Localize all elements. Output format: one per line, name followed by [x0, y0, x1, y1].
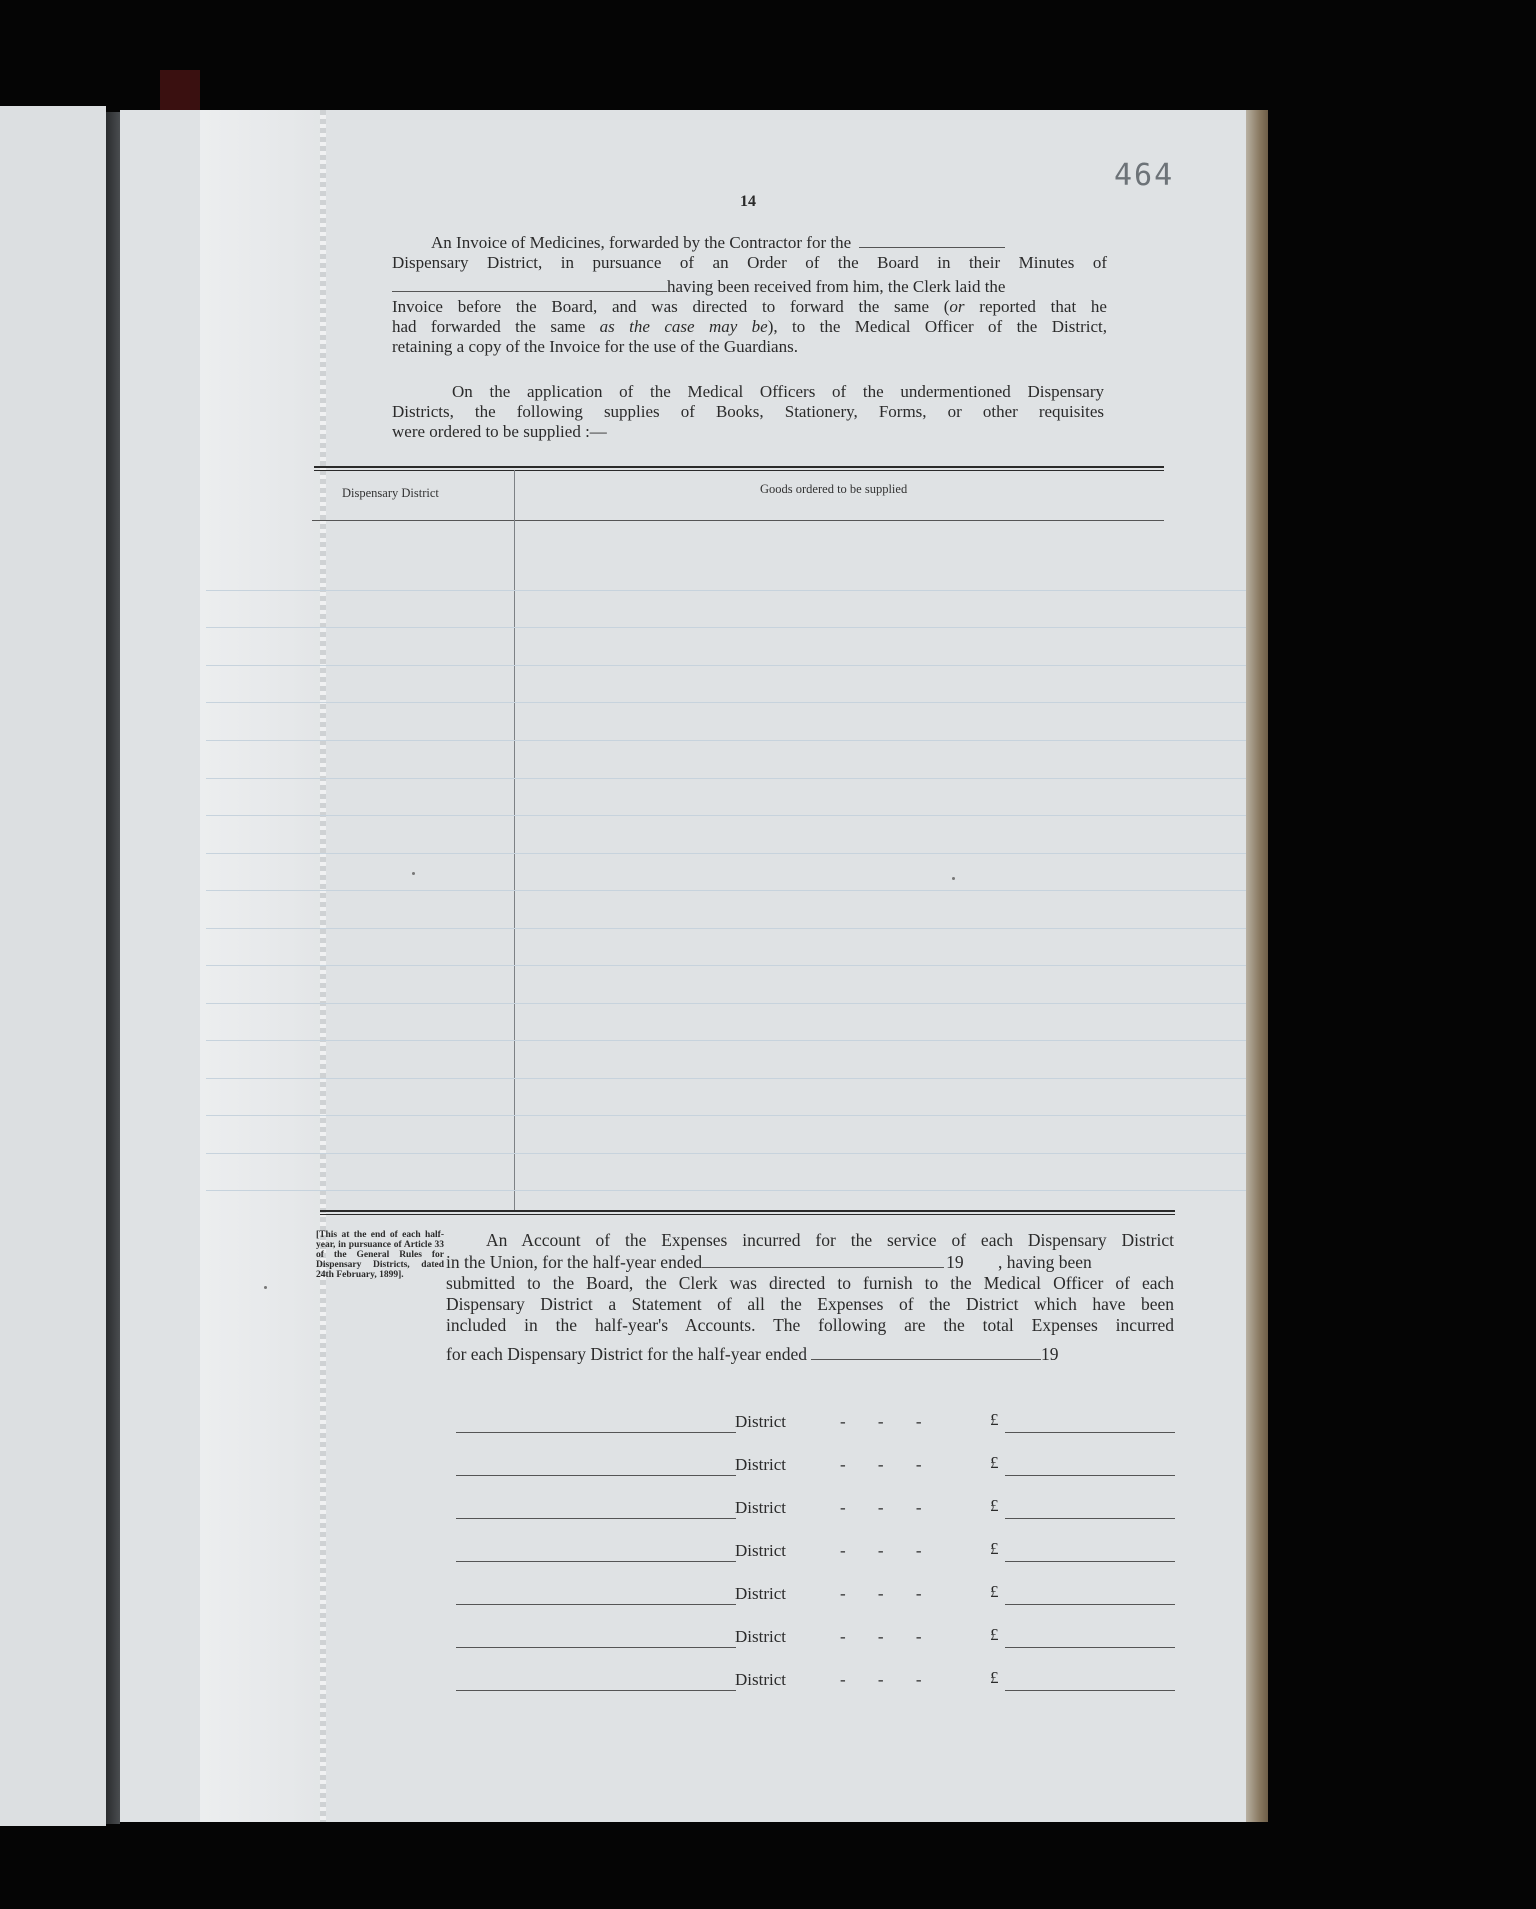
district-row	[440, 1496, 1180, 1526]
district-name-blank	[456, 1432, 736, 1433]
invoice-line-2: Dispensary District, in pursuance of an Order of the Board in their Minutes of	[392, 253, 1107, 272]
district-name-blank	[456, 1475, 736, 1476]
binding-mark	[160, 70, 200, 115]
district-label: District	[735, 1455, 786, 1474]
district-dashes: - - -	[840, 1627, 922, 1646]
ruled-line	[206, 965, 1246, 966]
half-year-blank-2	[811, 1345, 1041, 1360]
invoice-line-6: retaining a copy of the Invoice for the use of the Guardians.	[392, 337, 798, 356]
column-header-goods: Goods ordered to be supplied	[760, 482, 908, 496]
table-header-rule	[312, 520, 1164, 521]
perforated-edge	[320, 110, 326, 1822]
ruled-line	[206, 1078, 1246, 1079]
folio-number: 464	[1114, 158, 1175, 193]
pound-sign: £	[990, 1539, 999, 1558]
half-year-blank	[702, 1253, 944, 1268]
book-gutter	[106, 112, 120, 1824]
paper-speck	[952, 877, 955, 880]
application-paragraph	[392, 382, 1104, 442]
pound-sign: £	[990, 1410, 999, 1429]
ruled-line	[206, 590, 1246, 591]
district-label: District	[735, 1498, 786, 1517]
column-header-district: Dispensary District	[342, 486, 439, 500]
district-dashes: - - -	[840, 1541, 922, 1560]
invoice-line-1: An Invoice of Medicines, forwarded by the Contractor for the	[431, 233, 852, 252]
district-name-blank	[456, 1518, 736, 1519]
ruled-line	[206, 1153, 1246, 1154]
district-amount-blank	[1005, 1561, 1175, 1562]
ruled-line	[206, 740, 1246, 741]
account-year: 19	[946, 1252, 964, 1272]
page-number: 14	[740, 193, 756, 210]
minutes-date-blank	[392, 277, 667, 292]
paper-speck	[412, 872, 415, 875]
contractor-blank	[859, 233, 1005, 248]
invoice-line-4a: Invoice before the Board, and was directed to forward the same (	[392, 297, 950, 316]
facing-page	[0, 106, 106, 1826]
invoice-or: or	[949, 297, 965, 316]
district-dashes: - - -	[840, 1584, 922, 1603]
district-name-blank	[456, 1647, 736, 1648]
ruled-line	[206, 702, 1246, 703]
ruled-line	[206, 778, 1246, 779]
pound-sign: £	[990, 1453, 999, 1472]
table-top-rule-2	[314, 470, 1164, 471]
district-amount-blank	[1005, 1690, 1175, 1691]
account-line-6a: for each Dispensary District for the half-year ended	[446, 1344, 808, 1364]
account-year-2: 19	[1041, 1344, 1059, 1364]
district-amount-blank	[1005, 1518, 1175, 1519]
ruled-line	[206, 890, 1246, 891]
account-line-4: Dispensary District a Statement of all the Expenses of the District which have been	[446, 1294, 1174, 1314]
district-dashes: - - -	[840, 1670, 922, 1689]
pound-sign: £	[990, 1625, 999, 1644]
ruled-line	[206, 1003, 1246, 1004]
invoice-italic: as the case may be	[599, 317, 768, 336]
district-row	[440, 1668, 1180, 1698]
paper-speck	[264, 1286, 267, 1289]
district-dashes: - - -	[840, 1412, 922, 1431]
ruled-line	[206, 1190, 1246, 1191]
district-label: District	[735, 1670, 786, 1689]
district-label: District	[735, 1541, 786, 1560]
district-row	[440, 1410, 1180, 1440]
district-amount-blank	[1005, 1647, 1175, 1648]
ruled-line	[206, 815, 1246, 816]
district-label: District	[735, 1627, 786, 1646]
table-bottom-rule	[320, 1210, 1175, 1212]
ruled-line	[206, 627, 1246, 628]
margin-note: [This at the end of each half-year, in pursuance of Article 33 of the General Rules for Dispensary Districts, dated 24th February, 1899].	[316, 1230, 444, 1280]
application-line-1: On the application of the Medical Officers of the undermentioned Dispensary	[452, 382, 1104, 401]
application-line-3: were ordered to be supplied :—	[392, 422, 607, 441]
invoice-paragraph	[392, 233, 1107, 357]
district-dashes: - - -	[840, 1498, 922, 1517]
pound-sign: £	[990, 1668, 999, 1687]
application-line-2: Districts, the following supplies of Books, Stationery, Forms, or other requisites	[392, 402, 1104, 421]
pound-sign: £	[990, 1582, 999, 1601]
district-row	[440, 1453, 1180, 1483]
account-line-2a: in the Union, for the half-year ended	[446, 1252, 703, 1272]
district-amount-blank	[1005, 1475, 1175, 1476]
district-row	[440, 1539, 1180, 1569]
account-line-2b: , having been	[997, 1252, 1092, 1272]
district-dashes: - - -	[840, 1455, 922, 1474]
table-column-divider	[514, 470, 515, 1210]
invoice-line-5b: ), to the Medical Officer of the District,	[767, 317, 1107, 336]
district-row	[440, 1625, 1180, 1655]
district-row	[440, 1582, 1180, 1612]
district-label: District	[735, 1584, 786, 1603]
district-name-blank	[456, 1690, 736, 1691]
ruled-line	[206, 1040, 1246, 1041]
table-bottom-rule-2	[320, 1214, 1175, 1215]
invoice-line-4b: reported that he	[964, 297, 1107, 316]
district-name-blank	[456, 1604, 736, 1605]
district-amount-blank	[1005, 1604, 1175, 1605]
ruled-line	[206, 928, 1246, 929]
account-line-3: submitted to the Board, the Clerk was directed to furnish to the Medical Officer of each	[446, 1273, 1174, 1293]
district-amount-blank	[1005, 1432, 1175, 1433]
table-top-rule	[314, 466, 1164, 468]
invoice-line-5a: had forwarded the same	[392, 317, 600, 336]
account-paragraph	[446, 1230, 1174, 1365]
account-line-1: An Account of the Expenses incurred for the service of each Dispensary District	[486, 1230, 1174, 1250]
district-label: District	[735, 1412, 786, 1431]
district-name-blank	[456, 1561, 736, 1562]
page-right-edge	[1246, 110, 1268, 1822]
ruled-line	[206, 853, 1246, 854]
ruled-line	[206, 1115, 1246, 1116]
invoice-line-3: having been received from him, the Clerk laid the	[667, 277, 1006, 296]
pound-sign: £	[990, 1496, 999, 1515]
page-margin-shade	[200, 110, 326, 1822]
account-line-5: included in the half-year's Accounts. The following are the total Expenses incurred	[446, 1315, 1174, 1335]
ruled-line	[206, 665, 1246, 666]
